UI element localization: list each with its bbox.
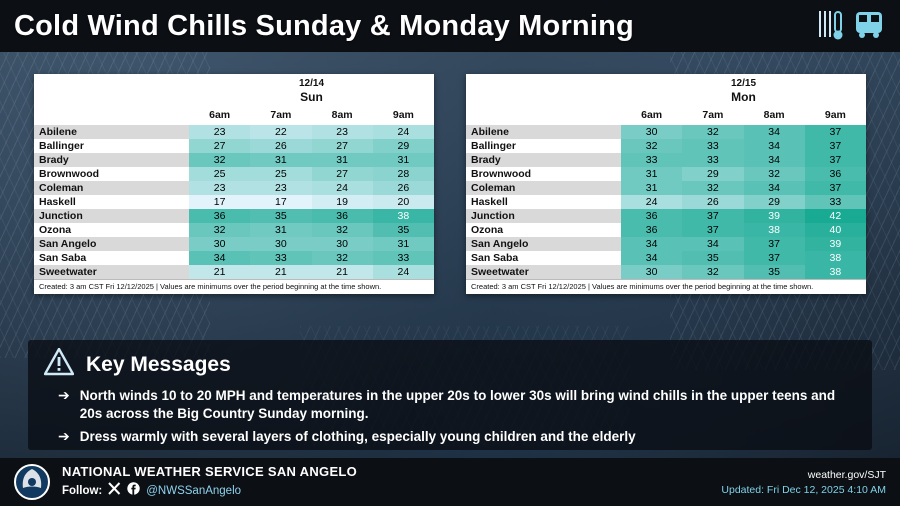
hour-header: 7am: [682, 107, 743, 125]
city-label: Sweetwater: [466, 265, 621, 279]
header-bar: [0, 0, 900, 52]
table-row: [466, 181, 866, 195]
city-label: Ozona: [34, 223, 189, 237]
table-row: [466, 251, 866, 265]
wind-chill-value: 34: [744, 153, 805, 167]
wind-chill-value: 35: [682, 251, 743, 265]
wind-chill-value: 31: [250, 223, 311, 237]
key-messages-panel: [28, 340, 872, 450]
city-label: Brady: [34, 153, 189, 167]
table-hours-row: [466, 107, 866, 125]
city-label: Abilene: [34, 125, 189, 139]
wind-chill-value: 21: [250, 265, 311, 279]
wind-chill-value: 40: [805, 223, 866, 237]
wind-chill-value: 33: [250, 251, 311, 265]
wind-chill-value: 36: [312, 209, 373, 223]
wind-chill-value: 33: [805, 195, 866, 209]
wind-chill-value: 30: [250, 237, 311, 251]
wind-chill-value: 32: [312, 223, 373, 237]
wind-chill-value: 31: [250, 153, 311, 167]
key-messages-list: [44, 387, 856, 446]
city-label: Junction: [466, 209, 621, 223]
wind-chill-value: 38: [373, 209, 434, 223]
wind-chill-value: 23: [250, 181, 311, 195]
wind-chill-value: 39: [805, 237, 866, 251]
wind-chill-value: 34: [621, 237, 682, 251]
footer-office-block: [62, 464, 357, 500]
arrow-right-icon: ➔: [58, 428, 70, 445]
wind-chill-value: 33: [621, 153, 682, 167]
city-label: Junction: [34, 209, 189, 223]
wind-chill-value: 31: [621, 181, 682, 195]
footer-bar: [0, 458, 900, 506]
table-row: [466, 265, 866, 279]
table-row: [466, 139, 866, 153]
hour-header: 7am: [250, 107, 311, 125]
hour-header: 6am: [621, 107, 682, 125]
wind-chill-value: 26: [682, 195, 743, 209]
wind-chill-value: 25: [250, 167, 311, 181]
table-row: [34, 237, 434, 251]
hour-header: 9am: [373, 107, 434, 125]
wind-chill-value: 37: [805, 125, 866, 139]
wind-chill-value: 37: [805, 153, 866, 167]
city-label: Sweetwater: [34, 265, 189, 279]
wind-chill-value: 30: [621, 125, 682, 139]
website-link[interactable]: weather.gov/SJT: [807, 468, 886, 481]
wind-chill-value: 36: [621, 223, 682, 237]
hour-header: 6am: [189, 107, 250, 125]
wind-chill-value: 31: [312, 153, 373, 167]
updated-timestamp: Updated: Fri Dec 12, 2025 4:10 AM: [721, 483, 886, 496]
wind-chill-value: 24: [621, 195, 682, 209]
warning-triangle-icon: [44, 348, 74, 381]
wind-chill-value: 24: [373, 265, 434, 279]
table-row: [466, 223, 866, 237]
wind-chill-value: 35: [250, 209, 311, 223]
city-label: Haskell: [34, 195, 189, 209]
hour-header: 8am: [744, 107, 805, 125]
wind-chill-value: 32: [621, 139, 682, 153]
table-footnote: Created: 3 am CST Fri 12/12/2025 | Values are minimums over the period beginning at the time shown.: [34, 279, 434, 294]
table-hours-row: [34, 107, 434, 125]
city-label: San Saba: [34, 251, 189, 265]
wind-chill-value: 34: [682, 237, 743, 251]
thermometer-icon: [814, 7, 844, 46]
table-corner-cell: [34, 74, 189, 107]
table-row: [34, 167, 434, 181]
wind-chill-value: 37: [805, 139, 866, 153]
wind-chill-value: 35: [744, 265, 805, 279]
city-label: San Angelo: [34, 237, 189, 251]
wind-chill-value: 29: [373, 139, 434, 153]
wind-chill-value: 27: [312, 139, 373, 153]
noaa-nws-seal-icon: [14, 464, 50, 500]
table-date-header: 12/14 Sun: [298, 78, 325, 104]
page-title: Cold Wind Chills Sunday & Monday Morning: [14, 9, 634, 42]
city-label: Coleman: [466, 181, 621, 195]
table-row: [466, 167, 866, 181]
key-message-item: ➔ Dress warmly with several layers of clothing, especially young children and the elderly: [58, 428, 636, 445]
wind-chill-value: 38: [805, 251, 866, 265]
wind-chill-value: 23: [189, 181, 250, 195]
wind-chill-value: 36: [621, 209, 682, 223]
key-messages-header: [44, 348, 856, 381]
wind-chill-value: 33: [682, 153, 743, 167]
wind-chill-value: 38: [744, 223, 805, 237]
key-message-item: ➔ North winds 10 to 20 MPH and temperatures in the upper 20s to lower 30s will bring wind chills in the upper teens and 20s across the Big Country Sunday morning.: [58, 387, 836, 421]
wind-chill-value: 17: [250, 195, 311, 209]
wind-chill-value: 42: [805, 209, 866, 223]
wind-chill-value: 32: [189, 153, 250, 167]
wind-chill-value: 30: [189, 237, 250, 251]
wind-chill-value: 35: [373, 223, 434, 237]
city-label: Coleman: [34, 181, 189, 195]
city-label: Haskell: [466, 195, 621, 209]
wind-chill-value: 26: [373, 181, 434, 195]
table-body: [34, 125, 434, 279]
city-label: Ballinger: [466, 139, 621, 153]
office-name: NATIONAL WEATHER SERVICE SAN ANGELO: [62, 464, 358, 479]
city-label: Brownwood: [34, 167, 189, 181]
wind-chill-value: 34: [621, 251, 682, 265]
arrow-right-icon: ➔: [58, 387, 70, 403]
table-row: [34, 181, 434, 195]
hour-header: 8am: [312, 107, 373, 125]
wind-chill-value: 31: [621, 167, 682, 181]
wind-chill-value: 23: [312, 125, 373, 139]
wind-chill-value: 26: [250, 139, 311, 153]
wind-chill-value: 34: [744, 125, 805, 139]
key-messages-title: Key Messages: [86, 352, 231, 376]
wind-chill-value: 24: [312, 181, 373, 195]
forecast-tables: [0, 74, 900, 294]
wind-chill-value: 34: [744, 139, 805, 153]
social-handle[interactable]: @NWSSanAngelo: [146, 485, 242, 497]
wind-chill-value: 20: [373, 195, 434, 209]
wind-chill-value: 34: [744, 181, 805, 195]
table-row: [466, 195, 866, 209]
table-row: [34, 125, 434, 139]
wind-chill-value: 39: [744, 209, 805, 223]
city-label: Ozona: [466, 223, 621, 237]
table-footnote: Created: 3 am CST Fri 12/12/2025 | Values are minimums over the period beginning at the time shown.: [466, 279, 866, 294]
table-row: [466, 237, 866, 251]
wind-chill-value: 21: [189, 265, 250, 279]
table-row: [466, 153, 866, 167]
x-icon[interactable]: [108, 482, 121, 500]
footer-meta: [721, 469, 886, 496]
wind-chill-value: 25: [189, 167, 250, 181]
wind-chill-value: 37: [744, 237, 805, 251]
wind-chill-value: 28: [373, 167, 434, 181]
wind-chill-value: 24: [373, 125, 434, 139]
wind-chill-value: 17: [189, 195, 250, 209]
table-date-header: 12/15 Mon: [730, 78, 757, 104]
wind-chill-value: 30: [621, 265, 682, 279]
wind-chill-value: 37: [744, 251, 805, 265]
wind-chill-value: 34: [189, 251, 250, 265]
wind-chill-value: 32: [682, 125, 743, 139]
hour-header: 9am: [805, 107, 866, 125]
wind-chill-value: 27: [189, 139, 250, 153]
wind-chill-value: 21: [312, 265, 373, 279]
wind-chill-value: 19: [312, 195, 373, 209]
table-row: [34, 195, 434, 209]
table-body: [466, 125, 866, 279]
table-row: [34, 223, 434, 237]
wind-chill-value: 37: [682, 209, 743, 223]
wind-chill-value: 37: [682, 223, 743, 237]
city-label: Abilene: [466, 125, 621, 139]
wind-chill-value: 33: [682, 139, 743, 153]
table-row: [34, 251, 434, 265]
table-corner-cell: [466, 74, 621, 107]
wind-chill-value: 30: [312, 237, 373, 251]
city-label: San Angelo: [466, 237, 621, 251]
social-row: [62, 482, 357, 500]
forecast-table-mon: [466, 74, 866, 294]
city-label: Brady: [466, 153, 621, 167]
wind-chill-value: 27: [312, 167, 373, 181]
wind-chill-value: 31: [373, 153, 434, 167]
wind-chill-value: 22: [250, 125, 311, 139]
city-label: San Saba: [466, 251, 621, 265]
follow-label: Follow:: [62, 485, 103, 497]
wind-chill-value: 32: [744, 167, 805, 181]
wind-chill-value: 36: [189, 209, 250, 223]
wind-chill-value: 32: [189, 223, 250, 237]
wind-chill-value: 37: [805, 181, 866, 195]
wind-chill-value: 23: [189, 125, 250, 139]
facebook-icon[interactable]: [127, 482, 140, 500]
table-row: [466, 209, 866, 223]
city-label: Ballinger: [34, 139, 189, 153]
wind-chill-value: 36: [805, 167, 866, 181]
wind-chill-value: 29: [682, 167, 743, 181]
wind-chill-value: 31: [373, 237, 434, 251]
wind-chill-value: 32: [682, 181, 743, 195]
forecast-table-sun: [34, 74, 434, 294]
header-icon-group: [814, 7, 900, 46]
table-row: [34, 265, 434, 279]
wind-chill-value: 32: [682, 265, 743, 279]
wind-chill-value: 32: [312, 251, 373, 265]
wind-chill-value: 29: [744, 195, 805, 209]
wind-chill-value: 33: [373, 251, 434, 265]
bus-icon: [854, 9, 884, 44]
city-label: Brownwood: [466, 167, 621, 181]
table-row: [34, 153, 434, 167]
table-row: [466, 125, 866, 139]
table-row: [34, 209, 434, 223]
wind-chill-value: 38: [805, 265, 866, 279]
table-row: [34, 139, 434, 153]
